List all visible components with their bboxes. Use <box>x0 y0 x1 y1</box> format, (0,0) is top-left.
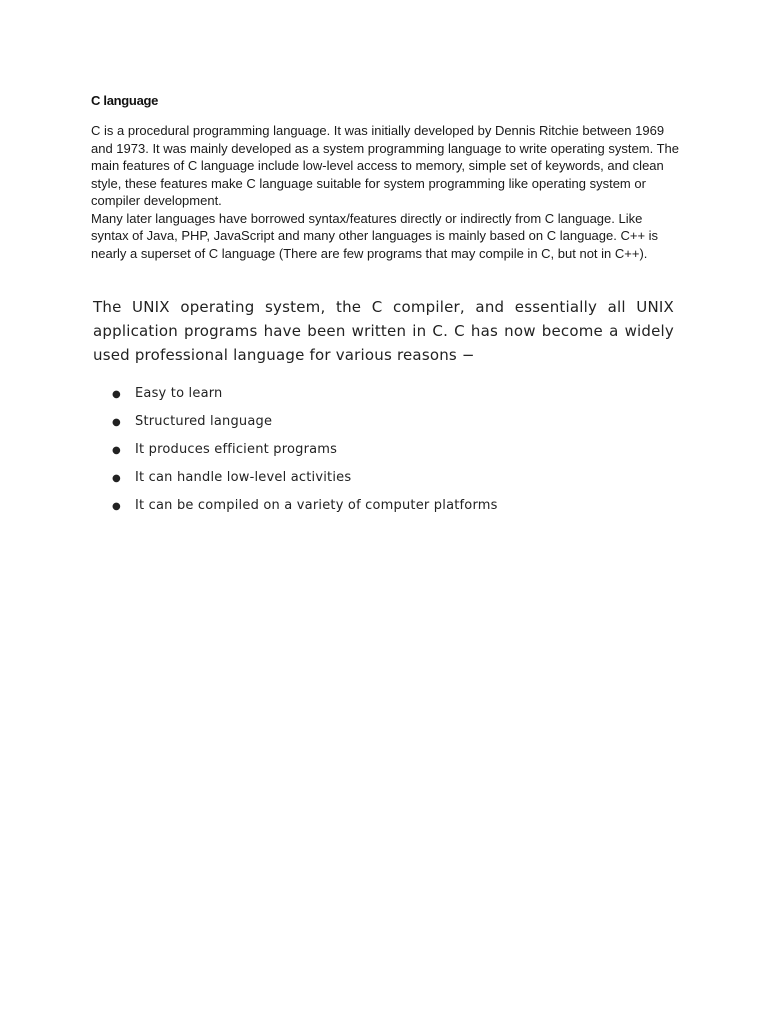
intro-paragraph: The UNIX operating system, the C compiler, and essentially all UNIX application programs have been written in C. C has now become a widely used professional language for various reasons − <box>93 298 674 364</box>
list-item-text: It produces efficient programs <box>135 442 338 457</box>
list-item-text: Structured language <box>135 414 273 429</box>
description-block <box>91 122 681 262</box>
bullet-icon: ● <box>112 389 121 400</box>
bullet-icon: ● <box>112 473 121 484</box>
document-heading: C language <box>91 93 159 108</box>
description-paragraph-2: Many later languages have borrowed syntax/features directly or indirectly from C language. Like syntax of Java, PHP, JavaScript and many other languages is mainly based on C language. C++ is nearly a superset of C language (There are few programs that may compile in C, but not in C++). <box>91 210 659 261</box>
list-item-text: It can handle low-level activities <box>135 470 352 485</box>
list-item-text: It can be compiled on a variety of computer platforms <box>135 498 498 513</box>
bullet-icon: ● <box>112 417 121 428</box>
bullet-icon: ● <box>112 445 121 456</box>
bullet-icon: ● <box>112 501 121 512</box>
list-item-text: Easy to learn <box>135 386 223 401</box>
description-paragraph-1: C is a procedural programming language. It was initially developed by Dennis Ritchie between 1969 and 1973. It was mainly developed as a system programming language to write operating system. The main features of C language include low-level access to memory, simple set of keywords, and clean style, these features make C language suitable for system programming like operating system or compiler development. <box>91 123 679 208</box>
